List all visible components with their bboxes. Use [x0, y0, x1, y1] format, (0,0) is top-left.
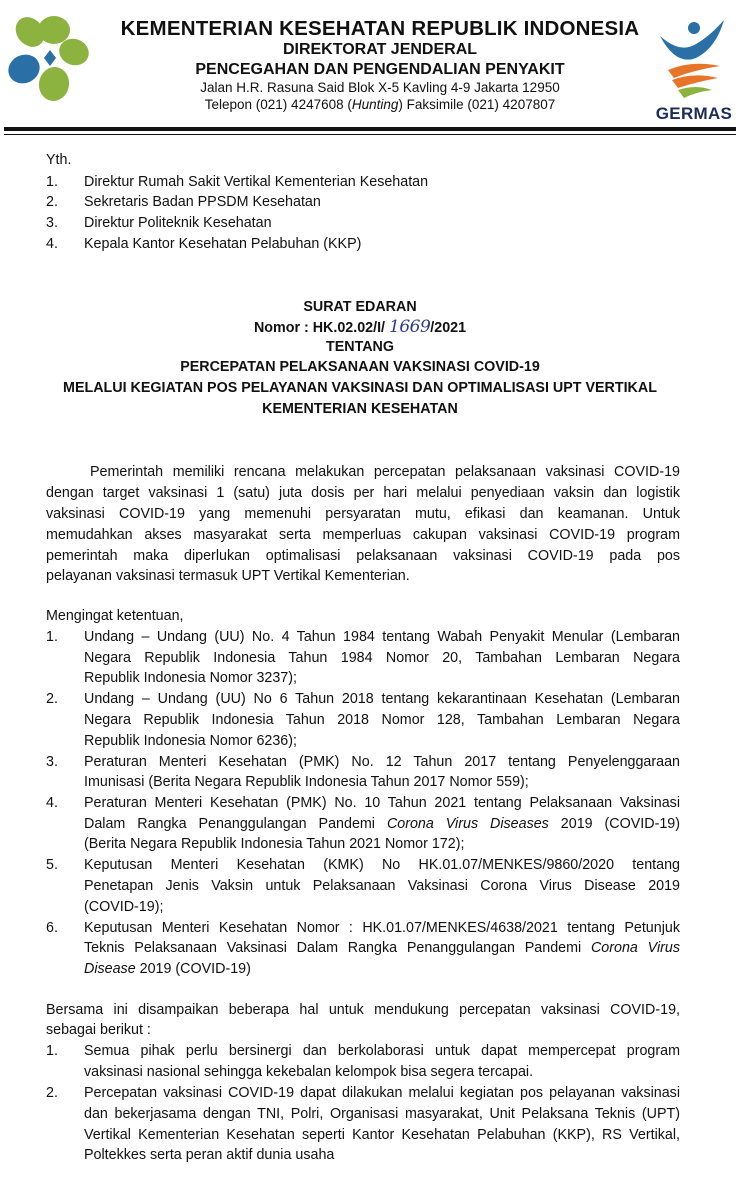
recipient-number: 1. [46, 174, 58, 190]
list-item-line: Negara Republik Indonesia Tahun 2018 Nomor 128, Tambahan Lembaran Negara [84, 712, 680, 728]
paragraph-line: vaksinasi COVID-19 yang memenuhi persyaratan mutu, efikasi dan keamanan. Untuk [46, 506, 680, 522]
recipient-item: Kepala Kantor Kesehatan Pelabuhan (KKP) [84, 236, 362, 252]
closing-line: sebagai berikut : [46, 1022, 151, 1038]
list-number: 2. [46, 691, 58, 707]
list-item-line: Imunisasi (Berita Negara Republik Indonesia Tahun 2017 Nomor 559); [84, 774, 529, 790]
list-item-line: Semua pihak perlu bersinergi dan berkolaborasi untuk dapat mempercepat program [84, 1043, 680, 1059]
directorate-name: DIREKTORAT JENDERAL [282, 41, 478, 58]
list-item-line: Poltekkes serta peran aktif dunia usaha [84, 1147, 335, 1163]
list-item-line: Negara Republik Indonesia Tahun 1984 Nomor 20, Tambahan Lembaran Negara [84, 650, 680, 666]
list-item-line: vaksinasi nasional sehingga kekebalan kelompok bisa segera tercapai. [84, 1064, 534, 1080]
kemenkes-logo-icon [4, 14, 96, 106]
list-number: 1. [46, 1043, 58, 1059]
germas-label: GERMAS [655, 104, 733, 123]
list-number: 1. [46, 629, 58, 645]
list-item-line: Peraturan Menteri Kesehatan (PMK) No. 12 Tahun 2017 tentang Penyelenggaraan [84, 754, 680, 770]
list-number: 6. [46, 920, 58, 936]
list-item-line: Republik Indonesia Nomor 6236); [84, 733, 297, 749]
list-item-line: Republik Indonesia Nomor 3237); [84, 670, 297, 686]
paragraph-line: memudahkan akses masyarakat serta memperluas cakupan vaksinasi COVID-19 program [46, 527, 680, 543]
letterhead-rule-thick [4, 127, 736, 131]
list-item-line: Vertikal Kementerian Kesehatan seperti Kantor Kesehatan Pelabuhan (KKP), RS Vertikal, [84, 1127, 680, 1143]
paragraph-line: Pemerintah memiliki rencana melakukan percepatan pelaksanaan vaksinasi COVID-19 [90, 464, 680, 480]
recipient-number: 2. [46, 194, 58, 210]
list-item-line: Keputusan Menteri Kesehatan (KMK) No HK.01.07/MENKES/9860/2020 tentang [84, 857, 680, 873]
closing-line: Bersama ini disampaikan beberapa hal untuk mendukung percepatan vaksinasi COVID-19, [46, 1002, 680, 1018]
list-item-line: Teknis Pelaksanaan Vaksinasi Dalam Rangka Penanggulangan Pandemi Corona Virus [84, 940, 680, 956]
recipient-item: Direktur Rumah Sakit Vertikal Kementerian Kesehatan [84, 174, 429, 190]
document-number: Nomor : HK.02.02/I/ 1669/2021 [253, 317, 467, 337]
division-name: PENCEGAHAN DAN PENGENDALIAN PENYAKIT [195, 61, 565, 78]
about-label: TENTANG [325, 339, 395, 355]
list-item-line: (Berita Negara Republik Indonesia Tahun 2021 Nomor 172); [84, 836, 465, 852]
ministry-name: KEMENTERIAN KESEHATAN REPUBLIK INDONESIA [120, 17, 640, 40]
letterhead-address: Jalan H.R. Rasuna Said Blok X-5 Kavling 4-9 Jakarta 12950 [200, 80, 560, 95]
list-item-line: Peraturan Menteri Kesehatan (PMK) No. 10 Tahun 2021 tentang Pelaksanaan Vaksinasi [84, 795, 680, 811]
letterhead-rule-thin [4, 134, 736, 135]
list-item-line: Penetapan Jenis Vaksin untuk Pelaksanaan Vaksinasi Corona Virus Disease 2019 [84, 878, 680, 894]
subject-line: MELALUI KEGIATAN POS PELAYANAN VAKSINASI DAN OPTIMALISASI UPT VERTIKAL [63, 380, 657, 396]
list-item-line: (COVID-19); [84, 899, 164, 915]
list-number: 5. [46, 857, 58, 873]
paragraph-line: pelayanan vaksinasi termasuk UPT Vertikal Kementerian. [46, 568, 410, 584]
recipient-number: 4. [46, 236, 58, 252]
list-item-line: Dalam Rangka Penanggulangan Pandemi Corona Virus Diseases 2019 (COVID-19) [84, 816, 681, 832]
recipient-number: 3. [46, 215, 58, 231]
list-item-line: dan bekerjasama dengan TNI, Polri, Organisasi masyarakat, Unit Pelaksana Teknis (UPT) [84, 1106, 680, 1122]
list-item-line: Undang – Undang (UU) No. 4 Tahun 1984 tentang Wabah Penyakit Menular (Lembaran [84, 629, 680, 645]
paragraph-line: pemerintah maka diperlukan optimalisasi pelaksanaan vaksinasi COVID-19 pada pos [46, 548, 680, 564]
list-item-line: Undang – Undang (UU) No 6 Tahun 2018 tentang kekarantinaan Kesehatan (Lembaran [84, 691, 680, 707]
list-number: 3. [46, 754, 58, 770]
letterhead-phone: Telepon (021) 4247608 (Hunting) Faksimile (021) 4207807 [204, 97, 556, 112]
recipient-item: Sekretaris Badan PPSDM Kesehatan [84, 194, 321, 210]
salutation: Yth. [46, 152, 72, 168]
list-number: 4. [46, 795, 58, 811]
subject-line: PERCEPATAN PELAKSANAAN VAKSINASI COVID-19 [180, 359, 540, 375]
list-number: 2. [46, 1085, 58, 1101]
subject-line: KEMENTERIAN KESEHATAN [262, 401, 458, 417]
handwritten-number: 1669 [389, 317, 431, 337]
document-type: SURAT EDARAN [303, 299, 417, 315]
list-item-line: Disease 2019 (COVID-19) [84, 961, 251, 977]
list-item-line: Percepatan vaksinasi COVID-19 dapat dilakukan melalui kegiatan pos pelayanan vaksinasi [84, 1085, 680, 1101]
list-item-line: Keputusan Menteri Kesehatan Nomor : HK.01.07/MENKES/4638/2021 tentang Petunjuk [84, 920, 680, 936]
recipient-item: Direktur Politeknik Kesehatan [84, 215, 272, 231]
considering-heading: Mengingat ketentuan, [46, 608, 184, 624]
paragraph-line: dengan target vaksinasi 1 (satu) juta dosis per hari melalui penyediaan vaksin dan logistik [46, 485, 680, 501]
